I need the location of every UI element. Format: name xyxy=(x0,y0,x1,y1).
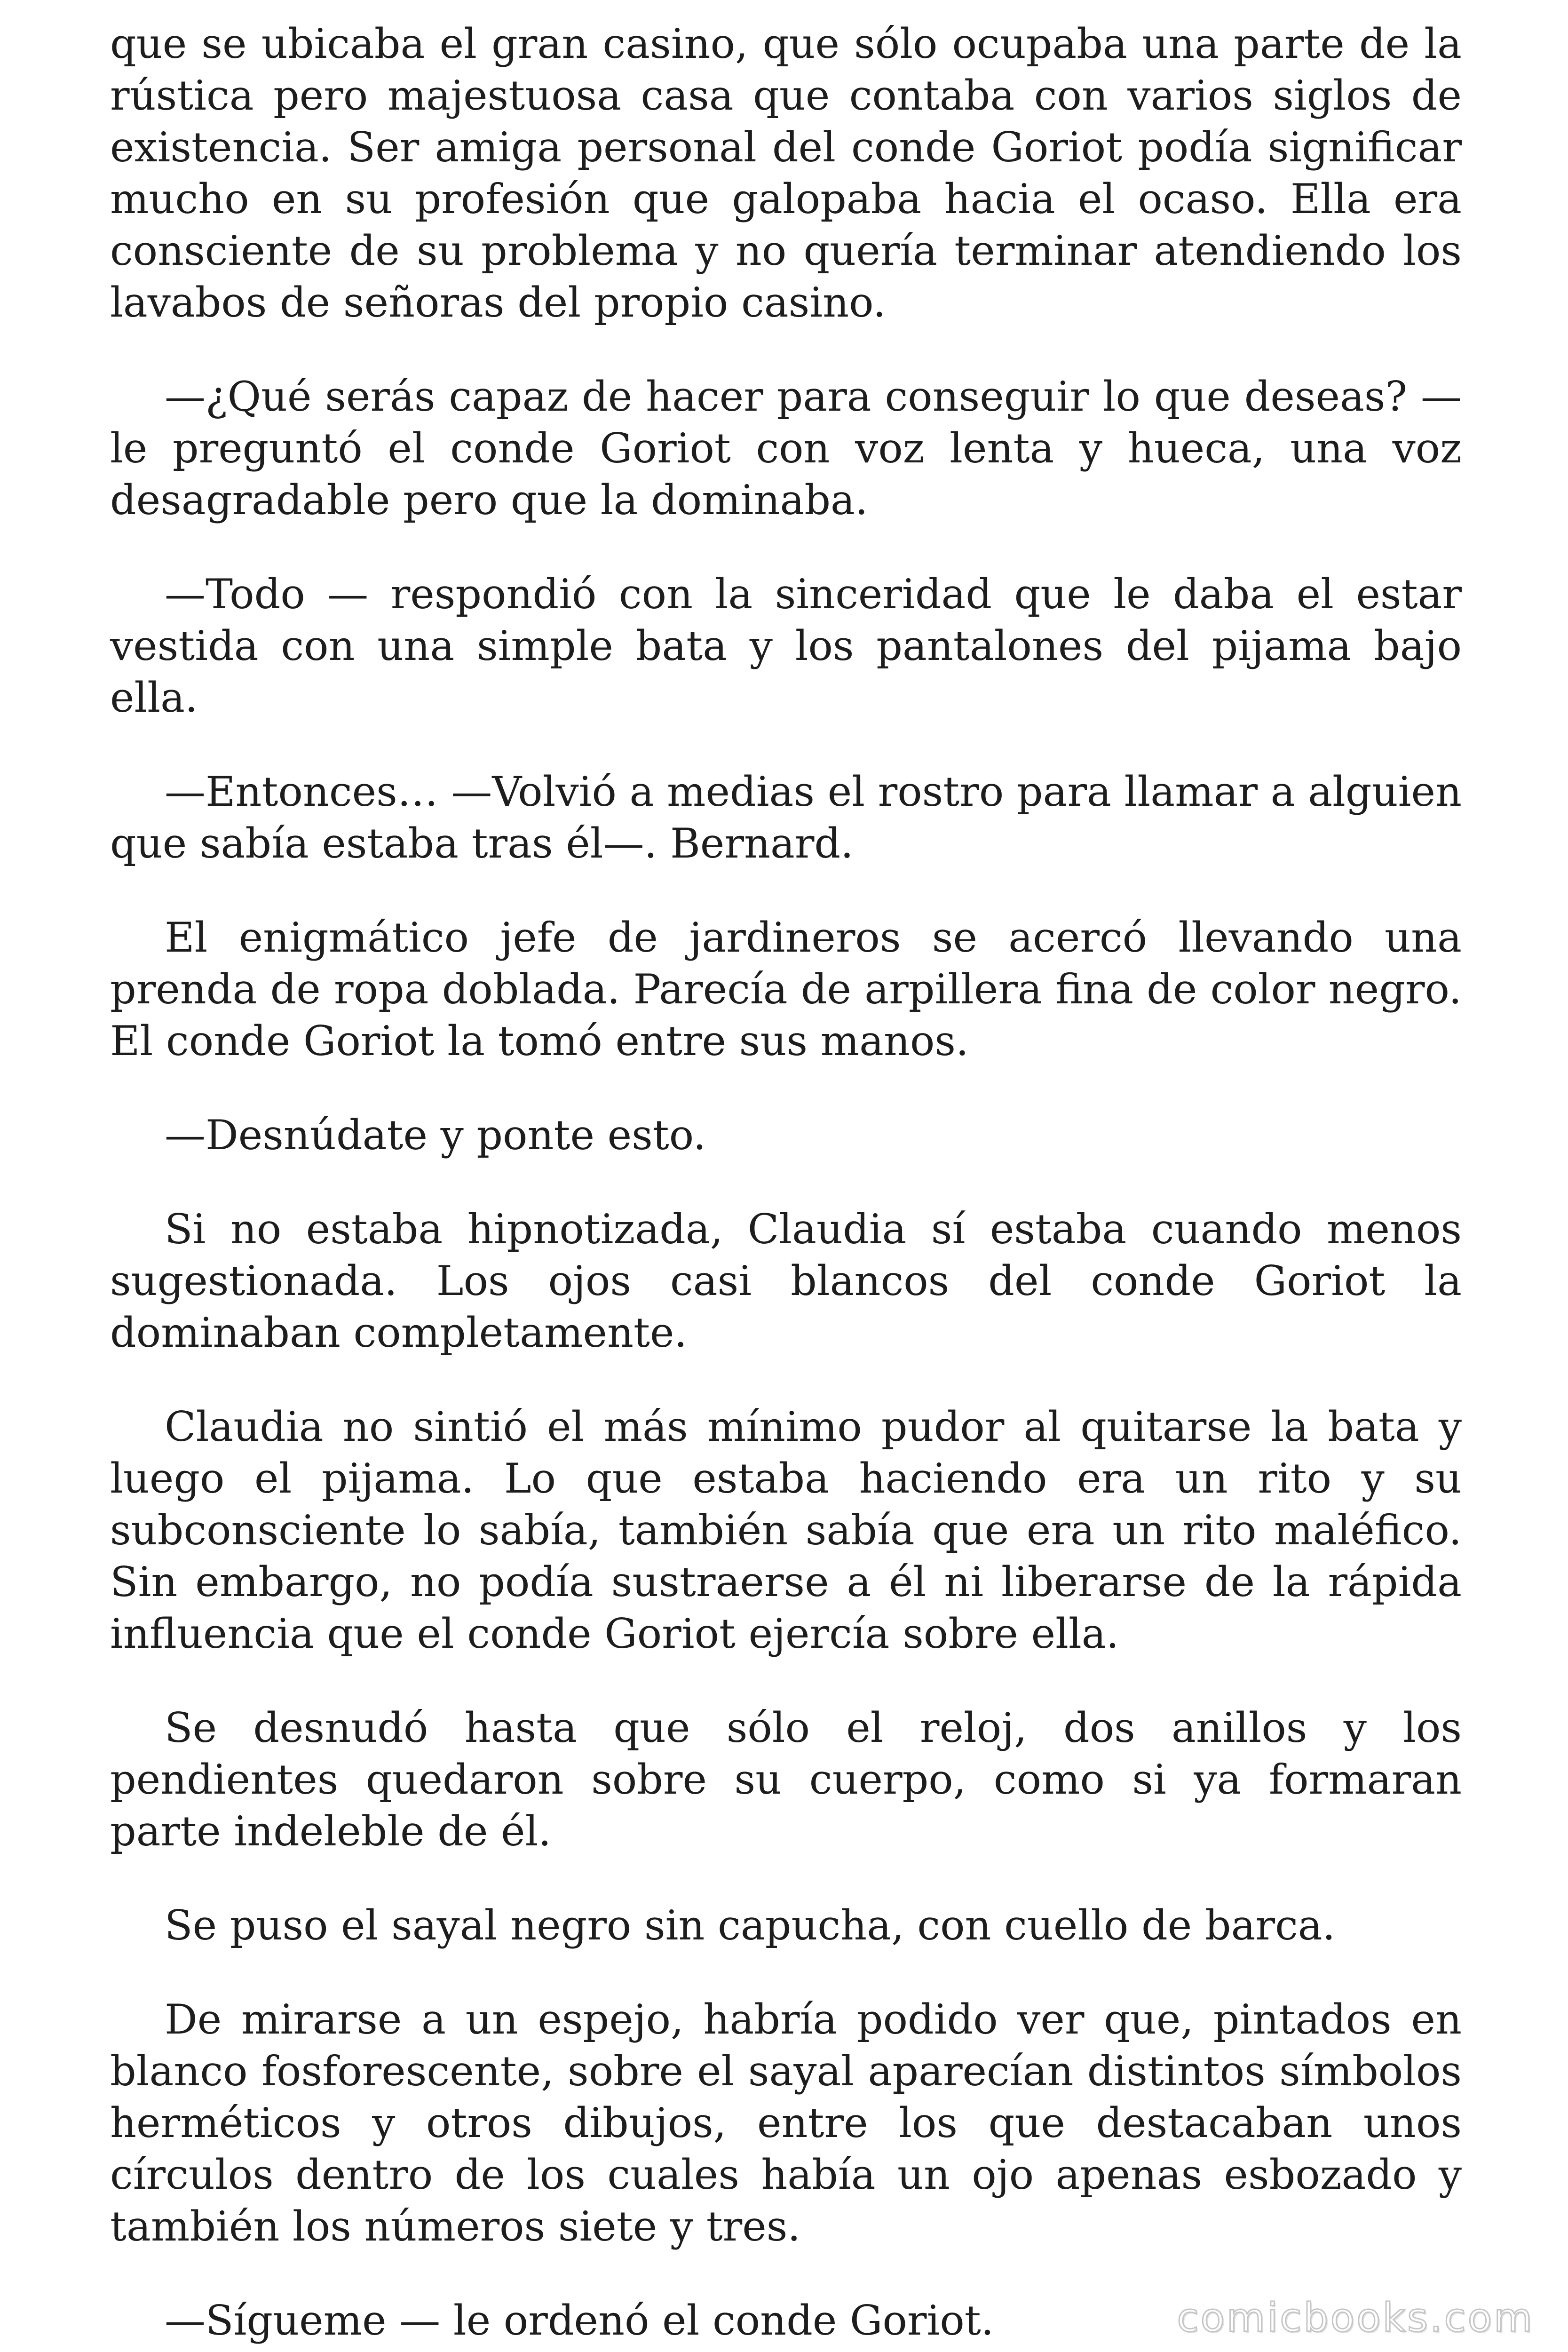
paragraph-sayal: Se puso el sayal negro sin capucha, con cuello de barca. xyxy=(165,1901,1336,1949)
paragraph-hypnotized: Si no estaba hipnotizada, Claudia sí estaba cuando menos sugestionada. Los ojos casi blancos del conde Goriot la dominaban completamente. xyxy=(110,1205,1462,1357)
paragraph-bernard: —Entonces… —Volvió a medias el rostro para llamar a alguien que sabía estaba tras él—. Bernard. xyxy=(110,768,1462,867)
paragraph-undress-order: —Desnúdate y ponte esto. xyxy=(165,1111,706,1159)
paragraph-symbols: De mirarse a un espejo, habría podido ver que, pintados en blanco fosforescente, sobre el sayal aparecían distintos símbolos herméticos y otros dibujos, entre los que destacaban unos círculos dentro de los cuales había un ojo apenas esbozado y también los números siete y tres. xyxy=(110,1995,1462,2250)
book-page-text xyxy=(110,18,1462,2352)
paragraph-gardener: El enigmático jefe de jardineros se acercó llevando una prenda de ropa doblada. Parecía de arpillera fina de color negro. El conde Goriot la tomó entre sus manos. xyxy=(110,914,1462,1065)
site-watermark: comicbooks.com xyxy=(1177,2295,1534,2341)
paragraph-undressed: Se desnudó hasta que sólo el reloj, dos anillos y los pendientes quedaron sobre su cuerpo, como si ya formaran parte indeleble de él. xyxy=(110,1704,1462,1855)
paragraph-ritual: Claudia no sintió el más mínimo pudor al quitarse la bata y luego el pijama. Lo que estaba haciendo era un rito y su subconsciente lo sabía, también sabía que era un rito maléfico. Sin embargo, no podía sustraerse a él ni liberarse de la rápida influencia que el conde Goriot ejercía sobre ella. xyxy=(110,1403,1462,1658)
paragraph-casino: que se ubicaba el gran casino, que sólo ocupaba una parte de la rústica pero majestuosa casa que contaba con varios siglos de existencia. Ser amiga personal del conde Goriot podía significar mucho en su profesión que galopaba hacia el ocaso. Ella era consciente de su problema y no quería terminar atendiendo los lavabos de señoras del propio casino. xyxy=(110,20,1462,326)
paragraph-goriot-question: —¿Qué serás capaz de hacer para conseguir lo que deseas? —le preguntó el conde Goriot con voz lenta y hueca, una voz desagradable pero que la dominaba. xyxy=(110,373,1462,524)
paragraph-todo-answer: —Todo — respondió con la sinceridad que le daba el estar vestida con una simple bata y los pantalones del pijama bajo ella. xyxy=(110,570,1462,722)
paragraph-follow-me: —Sígueme — le ordenó el conde Goriot. xyxy=(165,2296,994,2344)
